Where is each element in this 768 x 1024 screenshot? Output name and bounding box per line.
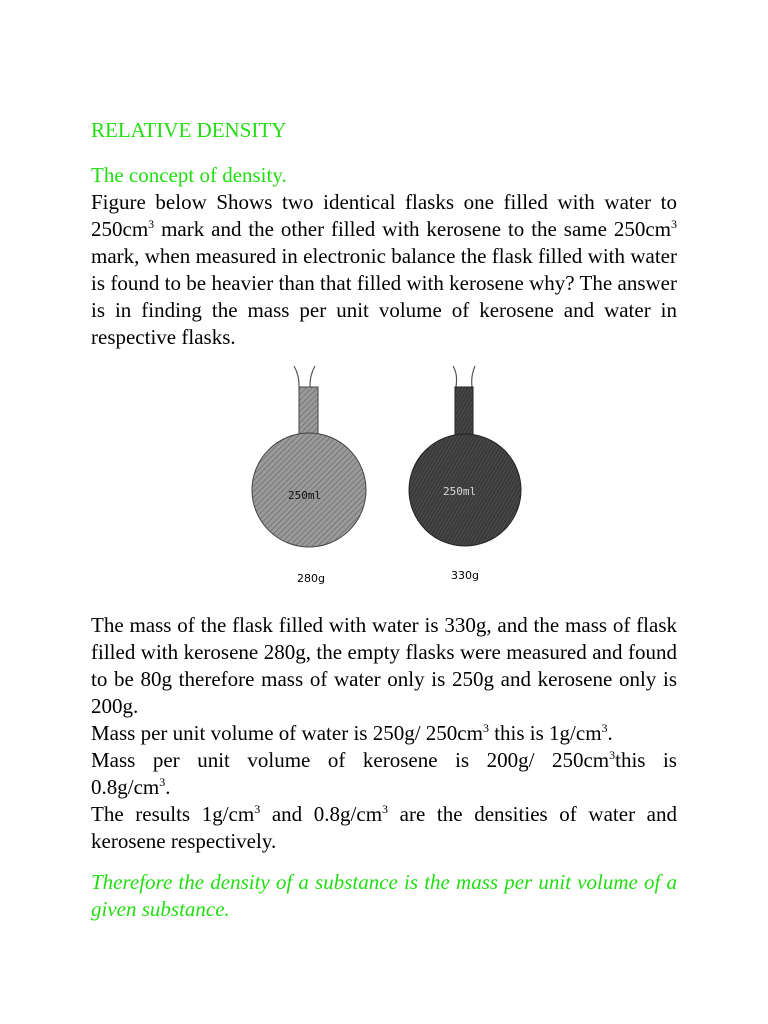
kerosene-density-line bbox=[91, 747, 677, 774]
right-flask bbox=[409, 366, 521, 546]
left-flask-mass-label: 280g bbox=[297, 572, 325, 585]
masses-paragraph: The mass of the flask filled with water is 330g, and the mass of flask filled with kerosene 280g, the empty flasks were measured and found to be 80g therefore mass of water only is 250g and kerosene only is 200g. bbox=[91, 613, 677, 718]
kerosene-density-text-1: Mass per unit volume of kerosene is 200g/ 250cm bbox=[91, 748, 610, 772]
kerosene-density-sup-1: 3 bbox=[609, 748, 616, 762]
intro-text-3: mark, when measured in electronic balance the flask filled with water is found to be heavier than that filled with kerosene why? The answer is in finding the mass per unit volume of kerosene and water in respective flasks. bbox=[91, 244, 677, 349]
section-subtitle: The concept of density. bbox=[91, 163, 287, 187]
kerosene-density-sup-2: 3 bbox=[159, 775, 166, 789]
results-sup-1: 3 bbox=[254, 802, 261, 816]
water-density-sup-1: 3 bbox=[482, 721, 489, 735]
kerosene-density-text-3: 0.8g/cm bbox=[91, 775, 160, 799]
flasks-figure bbox=[91, 365, 677, 595]
intro-sup-2: 3 bbox=[671, 217, 677, 231]
water-density-text-2: this is 1g/cm bbox=[488, 721, 602, 745]
water-density-text-3: . bbox=[607, 721, 613, 745]
water-density-text-1: Mass per unit volume of water is 250g/ 250cm bbox=[91, 721, 483, 745]
kerosene-density-text-2: this is bbox=[615, 748, 677, 772]
left-flask bbox=[252, 366, 366, 547]
results-sup-2: 3 bbox=[382, 802, 389, 816]
flasks-illustration bbox=[91, 365, 677, 595]
water-density-line bbox=[91, 720, 677, 747]
kerosene-density-value bbox=[91, 774, 677, 801]
intro-text-1: Figure below Shows two identical flasks one filled with water to 250cm bbox=[91, 190, 677, 241]
kerosene-density-text-4: . bbox=[165, 775, 171, 799]
results-text-3: are the densities of water and kerosene respectively. bbox=[91, 802, 678, 853]
results-text-2: and 0.8g/cm bbox=[260, 802, 383, 826]
water-density-sup-2: 3 bbox=[601, 721, 608, 735]
right-flask-mass-label: 330g bbox=[451, 569, 479, 582]
intro-sup-1: 3 bbox=[148, 217, 155, 231]
left-flask-volume-label: 250ml bbox=[288, 489, 322, 502]
results-paragraph bbox=[91, 801, 677, 855]
intro-text-2: mark and the other filled with kerosene to the same 250cm bbox=[154, 217, 671, 241]
page-title: RELATIVE DENSITY bbox=[91, 118, 287, 142]
right-flask-volume-label: 250ml bbox=[443, 485, 477, 498]
conclusion-statement: Therefore the density of a substance is the mass per unit volume of a given substance. bbox=[91, 870, 677, 921]
document-page bbox=[91, 117, 677, 923]
results-text-1: The results 1g/cm bbox=[91, 802, 255, 826]
intro-paragraph bbox=[91, 189, 677, 351]
